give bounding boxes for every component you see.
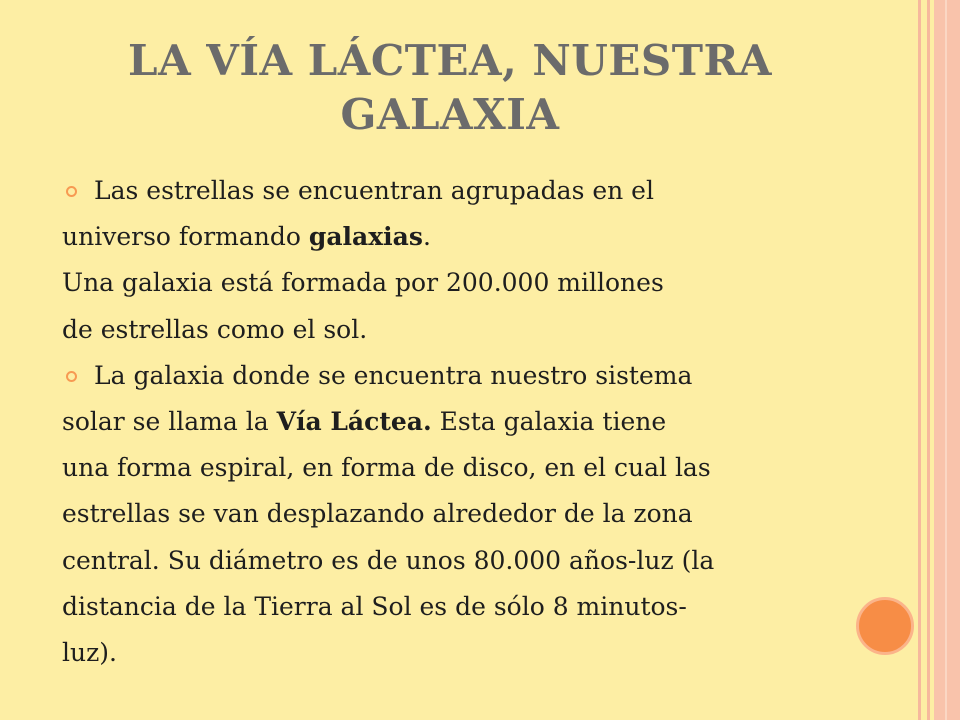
text-line: luz).	[62, 638, 117, 668]
text-line: de estrellas como el sol.	[62, 314, 368, 344]
bullet-item	[62, 353, 852, 676]
text-line: La galaxia donde se encuentra nuestro sistema	[94, 360, 693, 390]
text-line: una forma espiral, en forma de disco, en el cual las	[62, 453, 711, 483]
text-line: Una galaxia está formada por 200.000 millones	[62, 268, 664, 298]
bullet-item	[62, 168, 852, 353]
text-fragment: Esta galaxia tiene	[431, 407, 667, 437]
text-fragment: solar se llama la	[62, 407, 277, 437]
circle-outline-bullet-icon	[66, 371, 77, 382]
text-line: estrellas se van desplazando alrededor de la zona	[62, 499, 693, 529]
text-line: central. Su diámetro es de unos 80.000 años-luz (la	[62, 545, 715, 575]
text-line: Las estrellas se encuentran agrupadas en el	[94, 176, 654, 205]
text-fragment: universo formando	[62, 222, 309, 252]
edge-band	[934, 0, 960, 720]
accent-circle	[856, 597, 914, 655]
slide-body	[62, 168, 852, 676]
slide-title: LA VÍA LÁCTEA, NUESTRA GALAXIA	[128, 36, 772, 139]
bold-term: galaxias	[308, 222, 423, 252]
text-line	[62, 399, 852, 445]
circle-outline-bullet-icon	[66, 186, 77, 197]
text-line: distancia de la Tierra al Sol es de sólo 8 minutos-	[62, 591, 687, 621]
text-line	[62, 214, 852, 260]
text-fragment: .	[422, 222, 431, 252]
bold-term: Vía Láctea.	[276, 407, 432, 437]
edge-highlight	[945, 0, 947, 720]
